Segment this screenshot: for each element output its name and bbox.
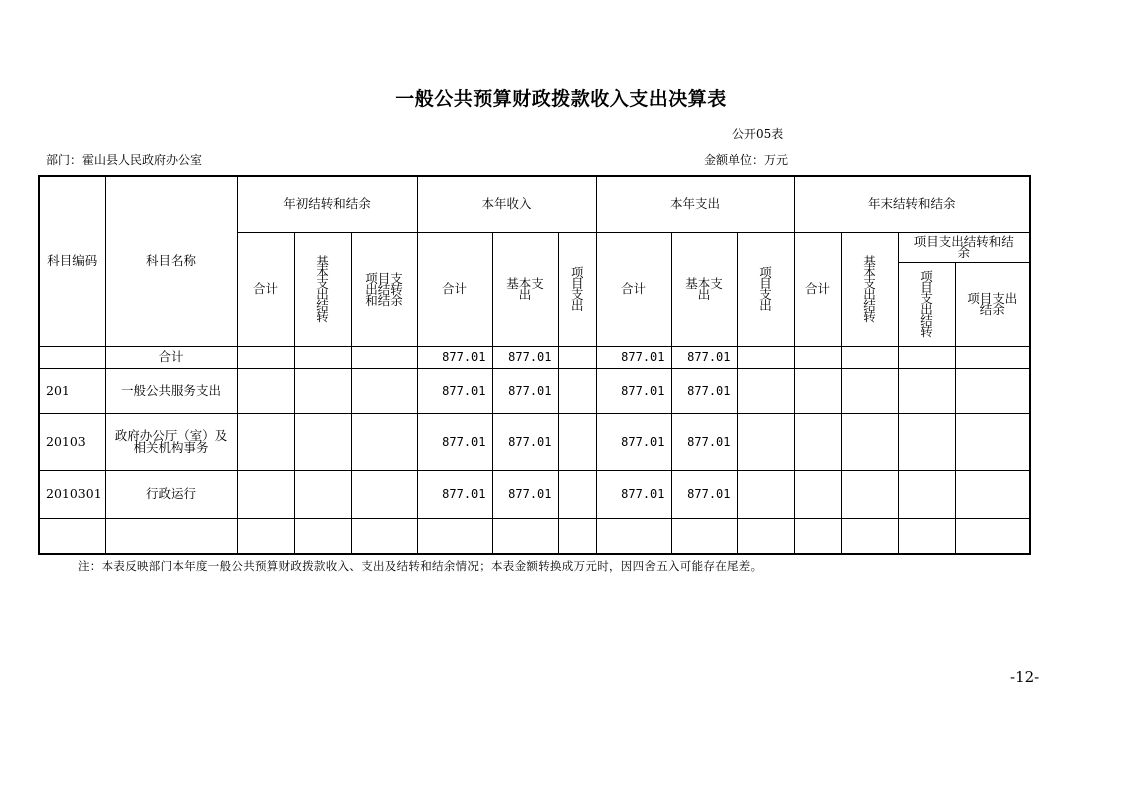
cell	[955, 413, 1030, 470]
cell	[237, 470, 294, 518]
footnote: 注：本表反映部门本年度一般公共预算财政拨款收入、支出及结转和结余情况；本表金额转换成万元时，因四舍五入可能存在尾差。	[78, 559, 763, 573]
cell	[898, 470, 955, 518]
cell: 877.01	[596, 413, 671, 470]
cell	[737, 368, 794, 413]
header-closing-balance: 年末结转和结余	[794, 176, 1030, 232]
cell	[294, 413, 351, 470]
cell	[955, 368, 1030, 413]
header-project-expense: 项目支出	[737, 232, 794, 346]
cell	[794, 368, 841, 413]
cell	[737, 413, 794, 470]
cell	[737, 470, 794, 518]
cell: 877.01	[492, 413, 558, 470]
header-project-balance-group: 项目支出结转和结余	[898, 232, 1030, 262]
table-row	[39, 470, 1030, 518]
cell: 877.01	[492, 470, 558, 518]
cell	[294, 470, 351, 518]
cell	[955, 518, 1030, 554]
cell	[237, 413, 294, 470]
row-code: 2010301	[39, 470, 105, 518]
cell	[237, 518, 294, 554]
cell	[237, 368, 294, 413]
cell	[955, 470, 1030, 518]
header-project-carry: 项目支出结转和结余	[351, 232, 417, 346]
cell	[558, 368, 596, 413]
header-subject-name: 科目名称	[105, 176, 237, 346]
row-name	[105, 518, 237, 554]
cell	[558, 470, 596, 518]
budget-table	[38, 175, 1031, 555]
cell: 877.01	[596, 368, 671, 413]
cell	[737, 346, 794, 368]
row-name: 合计	[105, 346, 237, 368]
row-name: 行政运行	[105, 470, 237, 518]
cell: 877.01	[671, 413, 737, 470]
header-project-balance: 项目支出结余	[955, 262, 1030, 346]
cell: 877.01	[492, 346, 558, 368]
cell	[294, 518, 351, 554]
cell	[351, 368, 417, 413]
cell	[898, 518, 955, 554]
cell	[351, 470, 417, 518]
header-total: 合计	[794, 232, 841, 346]
cell	[294, 368, 351, 413]
header-current-expense: 本年支出	[596, 176, 794, 232]
cell	[841, 368, 898, 413]
header-total: 合计	[417, 232, 492, 346]
cell: 877.01	[596, 470, 671, 518]
header-total: 合计	[237, 232, 294, 346]
cell	[492, 518, 558, 554]
cell	[841, 518, 898, 554]
page-number: -12-	[1010, 668, 1040, 686]
cell	[898, 368, 955, 413]
cell	[898, 346, 955, 368]
cell: 877.01	[417, 346, 492, 368]
cell	[558, 413, 596, 470]
cell	[351, 346, 417, 368]
header-basic-expense: 基本支出	[492, 232, 558, 346]
cell	[794, 413, 841, 470]
cell	[237, 346, 294, 368]
table-row	[39, 346, 1030, 368]
cell: 877.01	[671, 346, 737, 368]
header-basic-carry: 基本支出结转	[294, 232, 351, 346]
header-basic-expense: 基本支出	[671, 232, 737, 346]
cell: 877.01	[417, 413, 492, 470]
cell	[841, 413, 898, 470]
cell	[558, 518, 596, 554]
row-name: 一般公共服务支出	[105, 368, 237, 413]
department-label: 部门：霍山县人民政府办公室	[46, 153, 203, 167]
amount-unit-label: 金额单位：万元	[704, 153, 789, 167]
header-project-carry: 项目支出结转	[898, 262, 955, 346]
cell	[558, 346, 596, 368]
row-code: 20103	[39, 413, 105, 470]
cell	[294, 346, 351, 368]
header-basic-carry: 基本支出结转	[841, 232, 898, 346]
cell	[737, 518, 794, 554]
cell	[351, 518, 417, 554]
cell	[794, 346, 841, 368]
cell	[898, 413, 955, 470]
cell	[794, 518, 841, 554]
cell	[794, 470, 841, 518]
row-code: 201	[39, 368, 105, 413]
cell	[955, 346, 1030, 368]
row-code	[39, 518, 105, 554]
cell	[841, 346, 898, 368]
cell	[417, 518, 492, 554]
cell	[596, 518, 671, 554]
form-number: 公开05表	[732, 127, 784, 141]
cell: 877.01	[671, 368, 737, 413]
cell	[351, 413, 417, 470]
table-row	[39, 413, 1030, 470]
row-code	[39, 346, 105, 368]
table-row	[39, 368, 1030, 413]
cell: 877.01	[596, 346, 671, 368]
header-current-income: 本年收入	[417, 176, 596, 232]
header-project-expense: 项目支出	[558, 232, 596, 346]
header-total: 合计	[596, 232, 671, 346]
cell	[841, 470, 898, 518]
cell	[671, 518, 737, 554]
header-opening-balance: 年初结转和结余	[237, 176, 417, 232]
cell: 877.01	[417, 368, 492, 413]
header-subject-code: 科目编码	[39, 176, 105, 346]
table-row	[39, 518, 1030, 554]
cell: 877.01	[671, 470, 737, 518]
cell: 877.01	[417, 470, 492, 518]
row-name: 政府办公厅（室）及相关机构事务	[105, 413, 237, 470]
cell: 877.01	[492, 368, 558, 413]
page-title: 一般公共预算财政拨款收入支出决算表	[395, 88, 727, 110]
